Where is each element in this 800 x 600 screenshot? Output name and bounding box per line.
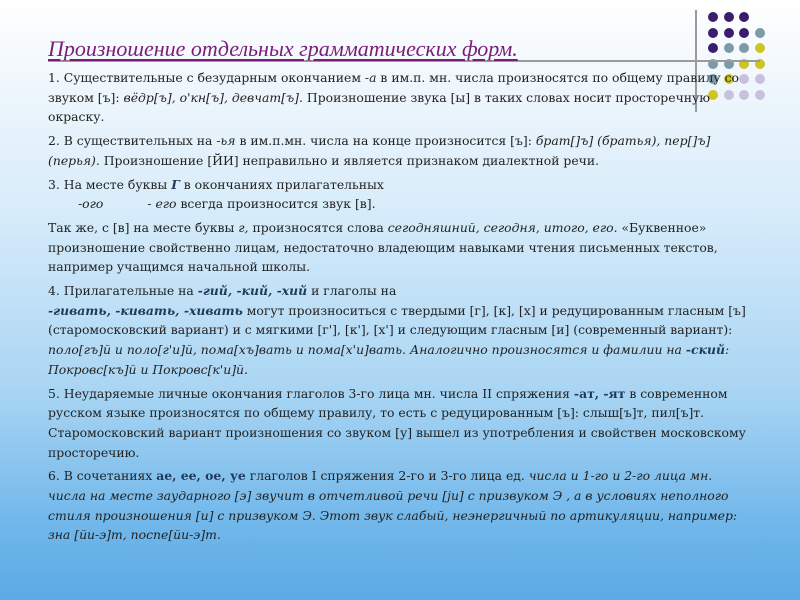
p3-ending-ego: - его — [143, 196, 177, 212]
p4-surname-ending: -ский — [685, 342, 725, 358]
p3b-examples: сегодняшний, сегодня, итого, его. — [387, 219, 618, 235]
p4-text-a: 4. Прилагательные на — [48, 283, 198, 299]
p4-examples: поло[гъ]й и поло[г'и]й, пома[хъ]вать и пома[х'и]вать. Аналогично произносятся и фамилии на — [48, 342, 686, 358]
p4-text-e: могут произноситься с твердыми [г], [к], [х] и редуцированным гласным [ъ] (старомосковский вариант) и с мягкими [г'], [к'], [х'] и следующим гласным [и] (современный вариант): — [48, 302, 746, 338]
p4-verb-endings: -гивать, -кивать, -хивать — [48, 302, 243, 318]
p2-ending: -ья — [216, 133, 236, 149]
p3b-text-a: Так же, с [в] на месте буквы — [48, 219, 239, 235]
p3b-text-e: «Буквенное» произношение свойственно лицам, недостаточно владеющим навыками чтения письменных текстов, например учащимся начальной школы. — [48, 219, 718, 275]
p1-ending: -а — [364, 70, 377, 85]
p2-text-c: в им.п.мн. числа на конце произносится [ъ]: — [235, 133, 536, 149]
decorative-dot — [755, 43, 765, 53]
decorative-dot — [724, 28, 734, 38]
decorative-dot — [708, 28, 718, 38]
p5-endings: -ат, -ят — [573, 385, 626, 401]
p3-ending-ogo: -ого — [78, 196, 104, 212]
paragraph-5 — [48, 384, 753, 463]
p3-text-a: 3. На месте буквы — [48, 176, 172, 192]
decorative-dot — [708, 43, 718, 53]
p6-text-d: числа и 1-го и 2-го лица мн. числа на месте заударного [э] звучит в отчетливой речи [ји] с призвуком Э , а в условиях неполного стиля произношения [и] с призвуком Э. Этот звук слабый, неэнергичный по артикуляции, например: зна [йи-э]т, поспе[йи-э]т. — [48, 468, 738, 543]
decorative-dot — [708, 12, 718, 22]
p6-text-c: глаголов I спряжения 2-го и 3-го лица ед. — [245, 468, 529, 484]
decorative-dot — [739, 28, 749, 38]
p3b-text-c: произносятся слова — [248, 219, 388, 235]
decorative-dot — [755, 74, 765, 84]
decorative-dot — [739, 43, 749, 53]
decorative-dot — [755, 28, 765, 38]
content-body — [48, 68, 753, 549]
paragraph-3 — [48, 175, 753, 214]
paragraph-6 — [48, 466, 753, 545]
paragraph-3b — [48, 218, 753, 277]
p6-text-a: 6. В сочетаниях — [48, 468, 157, 484]
p2-text-a: 2. В существительных на — [48, 133, 217, 149]
decorative-dot — [755, 90, 765, 100]
p3b-letter: г, — [238, 219, 249, 235]
p5-text-a: 5. Неударяемые личные окончания глаголов 3-го лица мн. числа II спряжения — [48, 385, 574, 401]
p3-text-f: всегда произносится звук [в]. — [176, 196, 376, 212]
decorative-dot — [724, 43, 734, 53]
p1-text-a: 1. Существительные с безударным окончанием — [48, 70, 365, 85]
p4-adj-endings: -гий, -кий, -хий — [197, 283, 308, 299]
paragraph-1 — [48, 68, 753, 127]
p2-text-e: Произношение [ЙИ] неправильно и является признаком диалектной речи. — [99, 152, 600, 168]
p3-letter: Г — [171, 176, 180, 192]
decorative-dot — [724, 12, 734, 22]
page-title: Произношение отдельных грамматических форм. — [48, 36, 518, 61]
p1-text-e: Произношение звука [ы] в таких словах носит просторечную окраску. — [48, 89, 711, 125]
p5-text-c: в современном русском языке произносятся по общему правилу, то есть с редуцированным [ъ]: слыш[ъ]т, пил[ъ]т. Старомосковский вариант произношения со звуком [у] вышел из употребления и свойствен московскому просторечию. — [48, 385, 746, 460]
paragraph-4 — [48, 281, 753, 380]
p4-text-c: и глаголы на — [307, 283, 397, 299]
p6-combinations: ае, ее, ое, уе — [156, 468, 246, 484]
decorative-dot — [739, 12, 749, 22]
p3-text-c: в окончаниях прилагательных — [179, 176, 384, 192]
paragraph-2 — [48, 131, 753, 170]
p4-surname-examples: : Покровс[къ]й и Покровс[к'и]й. — [48, 342, 730, 377]
p1-examples: вёдр[ъ], о'кн[ъ], девчат[ъ]. — [123, 89, 303, 105]
p1-text-c: в им.п. мн. числа произносятся по общему правилу со звуком [ъ]: — [48, 70, 739, 105]
p2-examples: брат[]ъ] (братья), пер[]ъ] (перья). — [48, 133, 711, 168]
